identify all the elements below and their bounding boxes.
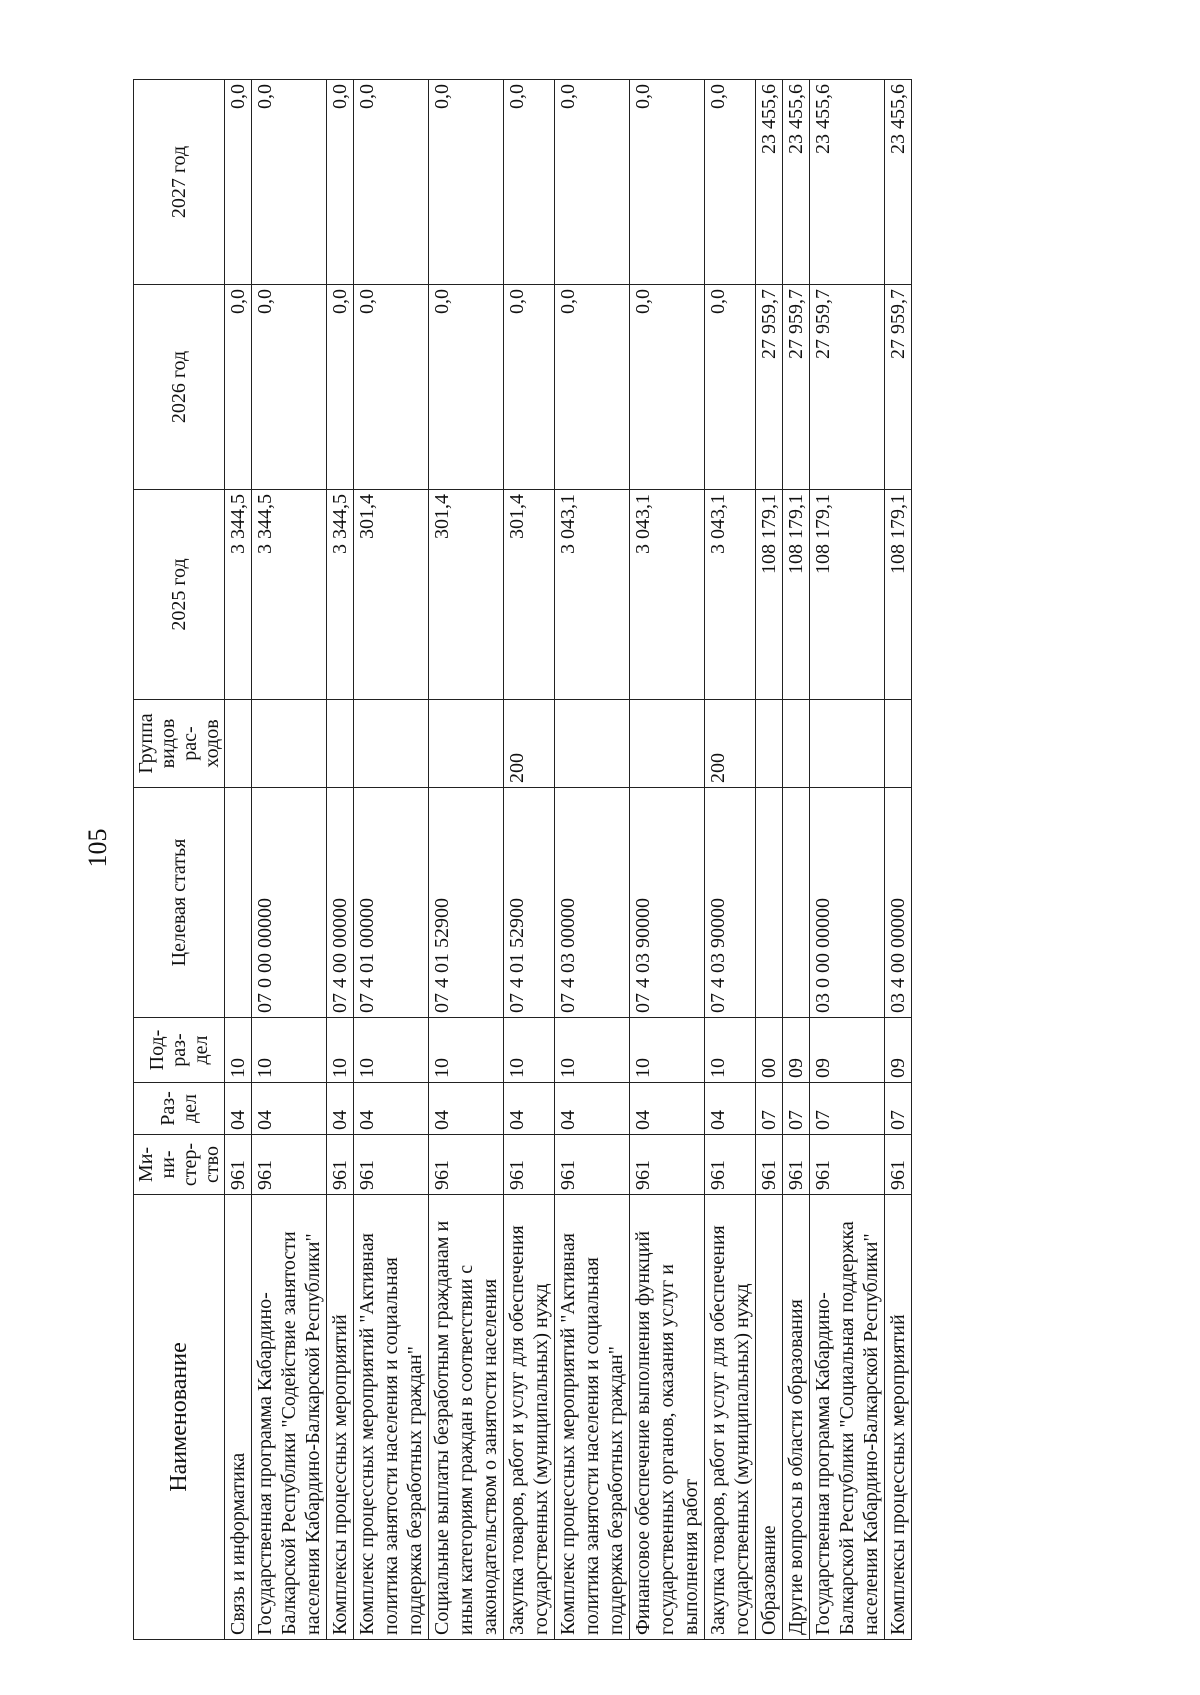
cell-expense-group: [555, 700, 630, 788]
cell-target-article: 07 4 03 90000: [705, 788, 756, 1018]
table-row: [429, 80, 504, 1640]
header-2027: 2027 год: [134, 80, 225, 285]
cell-section: 07: [885, 1083, 912, 1135]
cell-subsection: 10: [354, 1018, 429, 1083]
cell-ministry: 961: [885, 1135, 912, 1195]
cell-target-article: 07 4 01 52900: [429, 788, 504, 1018]
cell-name: Другие вопросы в области образования: [783, 1195, 810, 1640]
table-row: [885, 80, 912, 1640]
cell-2025: 301,4: [429, 490, 504, 700]
rotated-page-content: [133, 80, 1078, 1640]
header-2025: 2025 год: [134, 490, 225, 700]
cell-expense-group: 200: [705, 700, 756, 788]
page-number: 105: [83, 828, 112, 868]
cell-ministry: 961: [504, 1135, 555, 1195]
cell-target-article: [756, 788, 783, 1018]
table-header-row: [134, 80, 225, 1640]
header-target-article: Целевая статья: [134, 788, 225, 1018]
cell-2025: 3 344,5: [327, 490, 354, 700]
cell-2025: 3 043,1: [705, 490, 756, 700]
cell-section: 04: [630, 1083, 705, 1135]
cell-name: Комплексы процессных мероприятий: [885, 1195, 912, 1640]
cell-subsection: 10: [630, 1018, 705, 1083]
cell-2027: 0,0: [354, 80, 429, 285]
cell-2027: 0,0: [630, 80, 705, 285]
cell-section: 04: [555, 1083, 630, 1135]
cell-name: Комплекс процессных мероприятий "Активная политика занятости населения и социальная поддержка безработных граждан": [555, 1195, 630, 1640]
cell-2025: 3 344,5: [252, 490, 327, 700]
cell-section: 04: [504, 1083, 555, 1135]
cell-name: Комплексы процессных мероприятий: [327, 1195, 354, 1640]
cell-2027: 23 455,6: [810, 80, 885, 285]
cell-section: 04: [429, 1083, 504, 1135]
cell-name: Комплекс процессных мероприятий "Активная политика занятости населения и социальная поддержка безработных граждан": [354, 1195, 429, 1640]
table-row: [225, 80, 252, 1640]
cell-target-article: 07 4 03 00000: [555, 788, 630, 1018]
cell-subsection: 10: [252, 1018, 327, 1083]
header-section: Раз-дел: [134, 1083, 225, 1135]
cell-2026: 0,0: [252, 285, 327, 490]
cell-ministry: 961: [756, 1135, 783, 1195]
cell-2027: 23 455,6: [756, 80, 783, 285]
cell-target-article: [225, 788, 252, 1018]
budget-table: [133, 79, 912, 1640]
cell-2025: 108 179,1: [885, 490, 912, 700]
cell-2026: 0,0: [630, 285, 705, 490]
cell-2025: 3 043,1: [630, 490, 705, 700]
cell-2027: 0,0: [327, 80, 354, 285]
cell-name: Образование: [756, 1195, 783, 1640]
cell-2025: 108 179,1: [783, 490, 810, 700]
cell-subsection: 10: [555, 1018, 630, 1083]
cell-2026: 0,0: [705, 285, 756, 490]
cell-target-article: 03 4 00 00000: [885, 788, 912, 1018]
cell-expense-group: [885, 700, 912, 788]
cell-subsection: 10: [225, 1018, 252, 1083]
header-name: Наименование: [134, 1195, 225, 1640]
header-2026: 2026 год: [134, 285, 225, 490]
cell-name: Финансовое обеспечение выполнения функций государственных органов, оказания услуг и выполнения работ: [630, 1195, 705, 1640]
cell-subsection: 09: [783, 1018, 810, 1083]
cell-2025: 3 344,5: [225, 490, 252, 700]
cell-2025: 301,4: [504, 490, 555, 700]
table-row: [327, 80, 354, 1640]
cell-name: Социальные выплаты безработным гражданам и иным категориям граждан в соответствии с законодательством о занятости населения: [429, 1195, 504, 1640]
header-expense-group: Группа видов рас-ходов: [134, 700, 225, 788]
cell-subsection: 09: [810, 1018, 885, 1083]
cell-expense-group: [252, 700, 327, 788]
cell-2026: 0,0: [429, 285, 504, 490]
cell-2026: 0,0: [504, 285, 555, 490]
cell-2027: 0,0: [705, 80, 756, 285]
cell-2026: 27 959,7: [783, 285, 810, 490]
cell-2025: 108 179,1: [810, 490, 885, 700]
table-row: [810, 80, 885, 1640]
cell-2026: 0,0: [555, 285, 630, 490]
cell-target-article: 07 4 00 00000: [327, 788, 354, 1018]
cell-subsection: 00: [756, 1018, 783, 1083]
table-row: [756, 80, 783, 1640]
cell-ministry: 961: [705, 1135, 756, 1195]
cell-subsection: 10: [705, 1018, 756, 1083]
cell-target-article: 03 0 00 00000: [810, 788, 885, 1018]
cell-expense-group: [225, 700, 252, 788]
cell-ministry: 961: [555, 1135, 630, 1195]
cell-2027: 23 455,6: [885, 80, 912, 285]
cell-ministry: 961: [252, 1135, 327, 1195]
cell-expense-group: [429, 700, 504, 788]
table-row: [783, 80, 810, 1640]
cell-2026: 27 959,7: [810, 285, 885, 490]
cell-target-article: 07 4 03 90000: [630, 788, 705, 1018]
table-row: [252, 80, 327, 1640]
cell-expense-group: [810, 700, 885, 788]
cell-target-article: 07 4 01 00000: [354, 788, 429, 1018]
cell-name: Государственная программа Кабардино-Балкарской Республики "Содействие занятости населения Кабардино-Балкарской Республики": [252, 1195, 327, 1640]
header-ministry: Ми-ни-стер-ство: [134, 1135, 225, 1195]
cell-section: 07: [810, 1083, 885, 1135]
cell-2026: 27 959,7: [885, 285, 912, 490]
cell-name: Закупка товаров, работ и услуг для обеспечения государственных (муниципальных) нужд: [705, 1195, 756, 1640]
cell-expense-group: [756, 700, 783, 788]
cell-2026: 0,0: [327, 285, 354, 490]
cell-name: Государственная программа Кабардино-Балкарской Республики "Социальная поддержка населения Кабардино-Балкарской Республики": [810, 1195, 885, 1640]
cell-expense-group: 200: [504, 700, 555, 788]
cell-subsection: 10: [504, 1018, 555, 1083]
cell-subsection: 10: [327, 1018, 354, 1083]
cell-subsection: 09: [885, 1018, 912, 1083]
cell-2027: 0,0: [429, 80, 504, 285]
cell-section: 04: [252, 1083, 327, 1135]
cell-expense-group: [783, 700, 810, 788]
cell-name: Закупка товаров, работ и услуг для обеспечения государственных (муниципальных) нужд: [504, 1195, 555, 1640]
cell-ministry: 961: [630, 1135, 705, 1195]
cell-2027: 0,0: [252, 80, 327, 285]
cell-subsection: 10: [429, 1018, 504, 1083]
cell-ministry: 961: [810, 1135, 885, 1195]
cell-2027: 0,0: [225, 80, 252, 285]
cell-expense-group: [327, 700, 354, 788]
cell-section: 04: [327, 1083, 354, 1135]
cell-section: 07: [756, 1083, 783, 1135]
cell-ministry: 961: [429, 1135, 504, 1195]
cell-target-article: 07 4 01 52900: [504, 788, 555, 1018]
cell-ministry: 961: [783, 1135, 810, 1195]
cell-section: 04: [705, 1083, 756, 1135]
cell-2027: 0,0: [504, 80, 555, 285]
header-subsection: Под-раз-дел: [134, 1018, 225, 1083]
cell-2025: 108 179,1: [756, 490, 783, 700]
cell-section: 04: [354, 1083, 429, 1135]
cell-expense-group: [354, 700, 429, 788]
cell-2027: 0,0: [555, 80, 630, 285]
cell-ministry: 961: [225, 1135, 252, 1195]
cell-2027: 23 455,6: [783, 80, 810, 285]
cell-ministry: 961: [354, 1135, 429, 1195]
cell-section: 07: [783, 1083, 810, 1135]
table-row: [705, 80, 756, 1640]
cell-target-article: 07 0 00 00000: [252, 788, 327, 1018]
cell-2026: 27 959,7: [756, 285, 783, 490]
table-body: [225, 80, 912, 1640]
cell-target-article: [783, 788, 810, 1018]
cell-name: Связь и информатика: [225, 1195, 252, 1640]
cell-2025: 301,4: [354, 490, 429, 700]
cell-expense-group: [630, 700, 705, 788]
cell-ministry: 961: [327, 1135, 354, 1195]
table-row: [354, 80, 429, 1640]
table-row: [555, 80, 630, 1640]
table-row: [630, 80, 705, 1640]
table-row: [504, 80, 555, 1640]
cell-2025: 3 043,1: [555, 490, 630, 700]
cell-2026: 0,0: [354, 285, 429, 490]
cell-2026: 0,0: [225, 285, 252, 490]
cell-section: 04: [225, 1083, 252, 1135]
